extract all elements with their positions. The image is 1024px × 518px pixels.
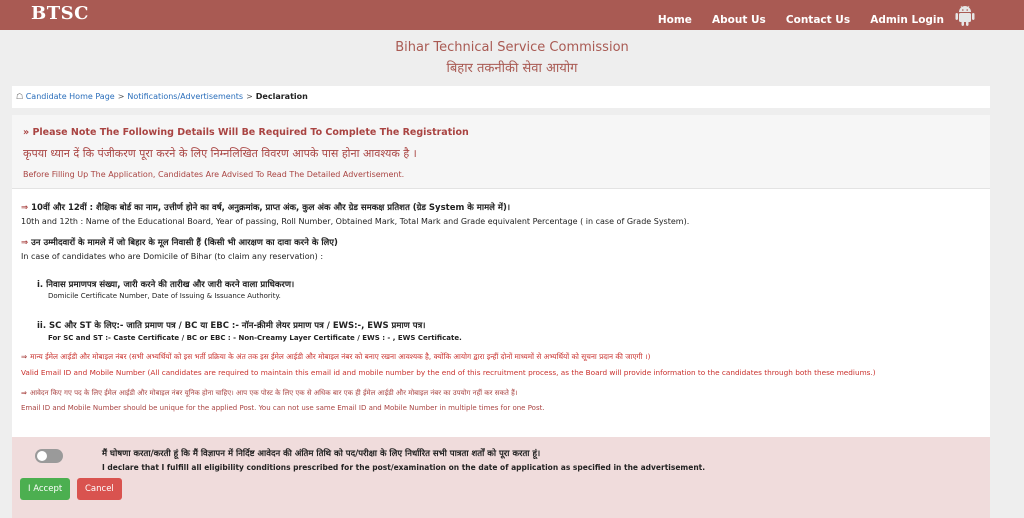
requirement-unique-email-english: Email ID and Mobile Number should be unique for the applied Post. You can not use same Email ID and Mobile Number in multiple times for one Post. [21, 404, 545, 412]
requirement-domicile-certificate-hindi: i. निवास प्रमाणपत्र संख्या, जारी करने की तारीख और जारी करने वाला प्राधिकरण। [37, 280, 295, 290]
declaration-text-hindi: मैं घोषणा करता/करती हूं कि मैं विज्ञापन में निर्दिष्ट आवेदन की अंतिम तिथि को पद/परीक्षा के लिए निर्धारित सभी पात्रता शर्तों को पूरा करता हूं। [102, 449, 541, 459]
org-title-english: Bihar Technical Service Commission [395, 40, 629, 55]
nav-home-link[interactable]: Home [657, 14, 692, 26]
brand-logo[interactable]: BTSC [31, 3, 89, 24]
declaration-toggle[interactable] [35, 449, 63, 463]
arrow-icon: ⇒ [21, 203, 29, 213]
cancel-button[interactable]: Cancel [77, 478, 122, 500]
breadcrumb-notifications-link[interactable]: Notifications/Advertisements [127, 92, 244, 101]
nav-contact-link[interactable]: Contact Us [785, 14, 851, 26]
top-navbar [0, 0, 1024, 30]
org-title-hindi: बिहार तकनीकी सेवा आयोग [446, 61, 578, 76]
requirement-domicile-hindi: ⇒ उन उम्मीदवारों के मामले में जो बिहार के मूल निवासी हैं (किसी भी आरक्षण का दावा करने के लिए) [21, 238, 338, 248]
requirement-email-mobile-english: Valid Email ID and Mobile Number (All candidates are required to maintain this email id and mobile number by the end of this recruitment process, as the Board will provide information to the candidates through both these mediums.) [21, 368, 876, 377]
requirement-caste-certificate-hindi: ii. SC और ST के लिए:- जाति प्रमाण पत्र / BC या EBC :- नॉन-क्रीमी लेयर प्रमाण पत्र / EWS:-, EWS प्रमाण पत्र। [37, 321, 426, 331]
arrow-icon: ⇒ [21, 389, 27, 397]
requirement-domicile-certificate-english: Domicile Certificate Number, Date of Issuing & Issuance Authority. [48, 292, 281, 300]
nav-links [643, 8, 944, 27]
notice-title: » Please Note The Following Details Will Be Required To Complete The Registration [23, 127, 469, 138]
requirement-domicile-english: In case of candidates who are Domicile of Bihar (to claim any reservation) : [21, 252, 324, 261]
android-icon[interactable] [954, 3, 976, 27]
accept-button[interactable]: I Accept [20, 478, 70, 500]
breadcrumb [12, 86, 990, 108]
requirement-email-mobile-hindi: ⇒ मान्य ईमेल आईडी और मोबाइल नंबर (सभी अभ्यर्थियों को इस भर्ती प्रक्रिया के अंत तक इस ईमेल आईडी और मोबाइल नंबर को बनाए रखना आवश्यक है, क्योंकि आयोग द्वारा इन्हीं दोनों माध्यमों से अभ्यर्थियों को सूचना प्रदान की जाएगी ।) [21, 352, 651, 361]
notice-box [12, 115, 990, 189]
notice-read-advertisement: Before Filling Up The Application, Candidates Are Advised To Read The Detailed Advertisement. [23, 170, 405, 179]
breadcrumb-home-link[interactable]: Candidate Home Page [25, 92, 115, 101]
breadcrumb-separator: > [246, 92, 253, 101]
breadcrumb-current: Declaration [255, 92, 308, 101]
breadcrumb-separator: > [117, 92, 125, 101]
requirement-unique-email-hindi: ⇒ आवेदन किए गए पद के लिए ईमेल आईडी और मोबाइल नंबर यूनिक होना चाहिए। आप एक पोस्ट के लिए एक से अधिक बार एक ही ईमेल आईडी और मोबाइल नंबर का उपयोग नहीं कर सकते हैं। [21, 389, 518, 397]
notice-hindi: कृपया ध्यान दें कि पंजीकरण पूरा करने के लिए निम्नलिखित विवरण आपके पास होना आवश्यक है । [23, 147, 417, 160]
declaration-text-english: I declare that I fulfill all eligibility conditions prescribed for the post/examination on the date of application as specified in the advertisement. [102, 463, 706, 472]
nav-admin-login-link[interactable]: Admin Login [870, 14, 944, 26]
requirement-10th-12th-hindi: ⇒ 10वीं और 12वीं : शैक्षिक बोर्ड का नाम, उत्तीर्ण होने का वर्ष, अनुक्रमांक, प्राप्त अंक, कुल अंक और ग्रेड समकक्ष प्रतिशत (ग्रेड System के मामले में)। [21, 203, 511, 213]
declaration-panel [12, 437, 990, 518]
home-icon: ☖ [16, 92, 24, 101]
requirement-caste-certificate-english: For SC and ST :- Caste Certificate / BC or EBC : - Non-Creamy Layer Certificate / EWS : - , EWS Certificate. [48, 334, 462, 342]
arrow-icon: ⇒ [21, 352, 28, 361]
nav-about-link[interactable]: About Us [712, 14, 766, 26]
requirement-10th-12th-english: 10th and 12th : Name of the Educational Board, Year of passing, Roll Number, Obtained Mark, Total Mark and Grade equivalent Percentage ( in case of Grade System). [21, 217, 690, 226]
toggle-knob [37, 451, 47, 461]
arrow-icon: ⇒ [21, 238, 29, 248]
